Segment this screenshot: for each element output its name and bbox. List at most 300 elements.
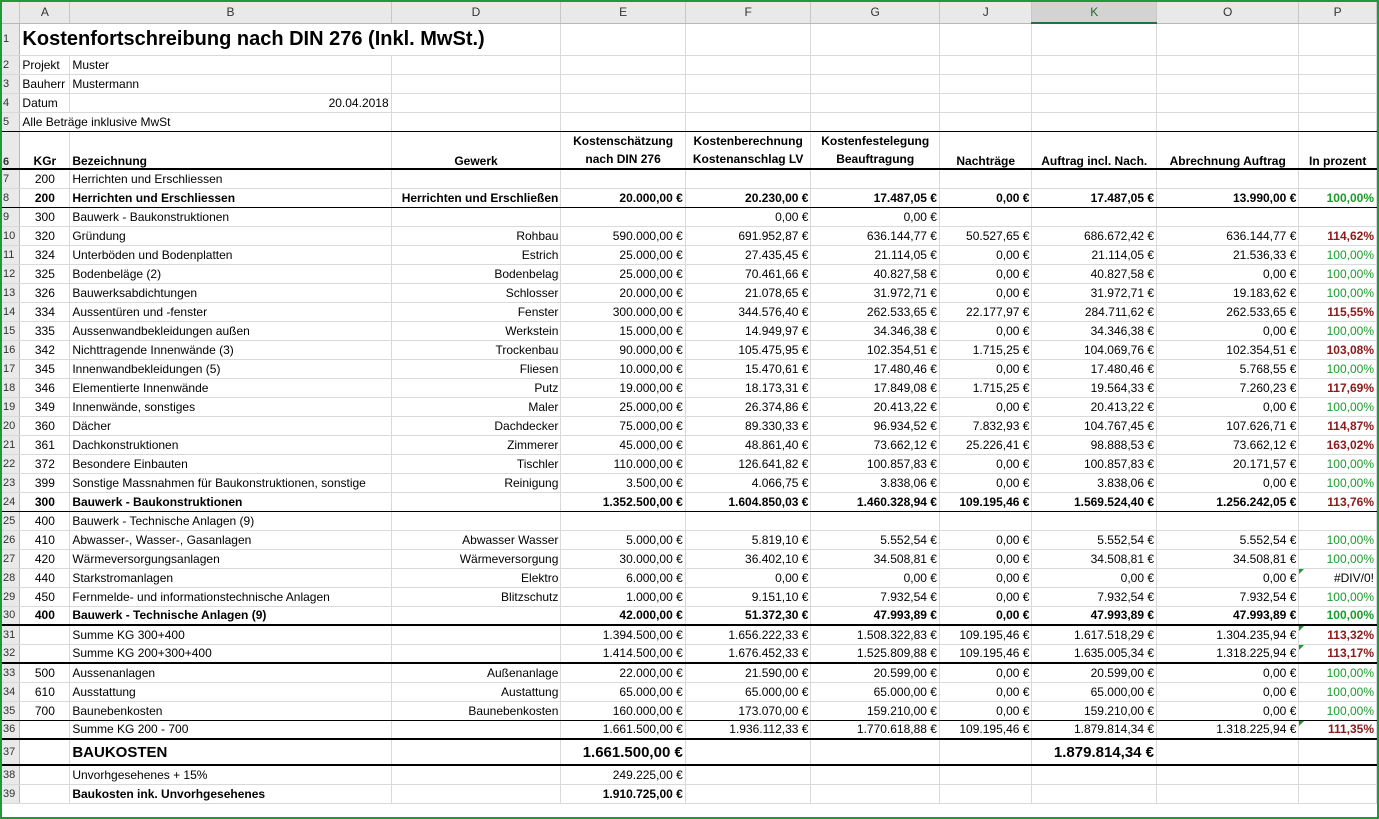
bauherr-value[interactable]: Mustermann [70,74,391,93]
nachtraege-cell[interactable]: 1.715,25 € [939,340,1031,359]
nachtraege-cell[interactable]: 0,00 € [939,188,1031,207]
gewerk-cell[interactable]: Zimmerer [391,435,561,454]
kostenfestlegung-cell[interactable]: 34.508,81 € [811,549,940,568]
nachtraege-cell[interactable]: 0,00 € [939,568,1031,587]
kostenschaetzung-cell[interactable]: 6.000,00 € [561,568,685,587]
prozent-cell[interactable]: 100,00% [1299,701,1377,720]
kostenfestlegung-cell[interactable]: 1.525.809,88 € [811,644,940,663]
gewerk-cell[interactable]: Bodenbelag [391,264,561,283]
bezeichnung-cell[interactable]: Bauwerk - Technische Anlagen (9) [70,511,391,530]
gewerk-cell[interactable]: Außenanlage [391,663,561,682]
bezeichnung-cell[interactable]: Fernmelde- und informationstechnische Anlagen [70,587,391,606]
kostenberechnung-cell[interactable]: 9.151,10 € [685,587,811,606]
row-header[interactable]: 2 [2,55,20,74]
prozent-cell[interactable]: 100,00% [1299,321,1377,340]
kostenschaetzung-cell[interactable] [561,207,685,226]
kostenberechnung-cell[interactable]: 70.461,66 € [685,264,811,283]
gewerk-cell[interactable]: Werkstein [391,321,561,340]
kostenschaetzung-cell[interactable]: 42.000,00 € [561,606,685,625]
kostenschaetzung-cell[interactable]: 20.000,00 € [561,283,685,302]
kostenberechnung-cell[interactable]: 21.590,00 € [685,663,811,682]
kostenschaetzung-cell[interactable]: 45.000,00 € [561,435,685,454]
kostenberechnung-cell[interactable] [685,169,811,188]
nachtraege-cell[interactable]: 0,00 € [939,397,1031,416]
abrechnung-cell[interactable]: 0,00 € [1157,264,1299,283]
kgr-cell[interactable]: 300 [20,207,70,226]
kostenberechnung-cell[interactable]: 344.576,40 € [685,302,811,321]
auftrag-cell[interactable]: 34.346,38 € [1032,321,1157,340]
abrechnung-cell[interactable]: 34.508,81 € [1157,549,1299,568]
kostenfestlegung-cell[interactable]: 1.460.328,94 € [811,492,940,511]
nachtraege-cell[interactable]: 109.195,46 € [939,492,1031,511]
kostenschaetzung-cell[interactable]: 160.000,00 € [561,701,685,720]
kostenfestlegung-cell[interactable]: 31.972,71 € [811,283,940,302]
gewerk-cell[interactable] [391,625,561,644]
kostenschaetzung-cell[interactable]: 20.000,00 € [561,188,685,207]
bezeichnung-cell[interactable]: Bauwerksabdichtungen [70,283,391,302]
kostenschaetzung-cell[interactable]: 25.000,00 € [561,397,685,416]
kgr-cell[interactable]: 450 [20,587,70,606]
gewerk-cell[interactable] [391,644,561,663]
kostenschaetzung-cell[interactable]: 22.000,00 € [561,663,685,682]
kgr-cell[interactable]: 342 [20,340,70,359]
column-header-b[interactable]: B [70,2,391,23]
bezeichnung-cell[interactable]: Herrichten und Erschliessen [70,169,391,188]
auftrag-cell[interactable] [1032,207,1157,226]
kgr-cell[interactable]: 200 [20,169,70,188]
bezeichnung-cell[interactable]: Aussentüren und -fenster [70,302,391,321]
kostenberechnung-cell[interactable] [685,511,811,530]
prozent-cell[interactable]: 114,87% [1299,416,1377,435]
kostenschaetzung-cell[interactable]: 90.000,00 € [561,340,685,359]
auftrag-cell[interactable] [1032,169,1157,188]
gewerk-cell[interactable]: Trockenbau [391,340,561,359]
abrechnung-cell[interactable]: 0,00 € [1157,701,1299,720]
prozent-cell[interactable]: 100,00% [1299,473,1377,492]
auftrag-cell[interactable]: 5.552,54 € [1032,530,1157,549]
kostenfestlegung-cell[interactable]: 100.857,83 € [811,454,940,473]
kgr-cell[interactable]: 360 [20,416,70,435]
auftrag-cell[interactable]: 31.972,71 € [1032,283,1157,302]
auftrag-cell[interactable]: 34.508,81 € [1032,549,1157,568]
row-header[interactable]: 4 [2,93,20,112]
auftrag-cell[interactable]: 3.838,06 € [1032,473,1157,492]
kostenfestlegung-cell[interactable]: 7.932,54 € [811,587,940,606]
abrechnung-cell[interactable]: 0,00 € [1157,321,1299,340]
gewerk-cell[interactable] [391,511,561,530]
row-header[interactable]: 15 [2,321,20,340]
bezeichnung-cell[interactable]: Abwasser-, Wasser-, Gasanlagen [70,530,391,549]
abrechnung-cell[interactable]: 636.144,77 € [1157,226,1299,245]
kgr-cell[interactable]: 399 [20,473,70,492]
row-header[interactable]: 21 [2,435,20,454]
row-header[interactable]: 32 [2,644,20,663]
kgr-cell[interactable]: 324 [20,245,70,264]
gewerk-cell[interactable]: Tischler [391,454,561,473]
row-header[interactable]: 11 [2,245,20,264]
auftrag-cell[interactable]: 159.210,00 € [1032,701,1157,720]
kostenberechnung-cell[interactable]: 1.656.222,33 € [685,625,811,644]
bezeichnung-cell[interactable]: Ausstattung [70,682,391,701]
kostenschaetzung-cell[interactable]: 65.000,00 € [561,682,685,701]
gewerk-cell[interactable]: Maler [391,397,561,416]
abrechnung-cell[interactable]: 73.662,12 € [1157,435,1299,454]
auftrag-cell[interactable]: 1.569.524,40 € [1032,492,1157,511]
column-header-j[interactable]: J [939,2,1031,23]
kostenschaetzung-cell[interactable]: 25.000,00 € [561,264,685,283]
unvorhergesehen-value[interactable]: 249.225,00 € [561,765,685,784]
nachtraege-cell[interactable]: 109.195,46 € [939,720,1031,739]
header-abrechnung[interactable]: Abrechnung Auftrag [1157,131,1299,169]
header-bezeichnung[interactable]: Bezeichnung [70,131,391,169]
kgr-cell[interactable]: 372 [20,454,70,473]
bezeichnung-cell[interactable]: Besondere Einbauten [70,454,391,473]
kostenfestlegung-cell[interactable]: 0,00 € [811,207,940,226]
kostenberechnung-cell[interactable]: 18.173,31 € [685,378,811,397]
abrechnung-cell[interactable]: 7.932,54 € [1157,587,1299,606]
prozent-cell[interactable]: 100,00% [1299,549,1377,568]
kostenschaetzung-cell[interactable]: 1.352.500,00 € [561,492,685,511]
kostenschaetzung-cell[interactable]: 10.000,00 € [561,359,685,378]
row-header[interactable]: 10 [2,226,20,245]
kostenschaetzung-cell[interactable]: 1.000,00 € [561,587,685,606]
kostenschaetzung-cell[interactable]: 1.661.500,00 € [561,720,685,739]
kgr-cell[interactable]: 326 [20,283,70,302]
row-header[interactable]: 12 [2,264,20,283]
auftrag-cell[interactable]: 104.069,76 € [1032,340,1157,359]
header-nachtraege[interactable]: Nachträge [939,131,1031,169]
header-kostenfestlegung[interactable]: Kostenfestelegung Beauftragung [811,131,940,169]
auftrag-cell[interactable]: 1.617.518,29 € [1032,625,1157,644]
bezeichnung-cell[interactable]: Aussenanlagen [70,663,391,682]
row-header[interactable]: 6 [2,131,20,169]
prozent-cell[interactable]: 100,00% [1299,188,1377,207]
kostenschaetzung-cell[interactable]: 1.414.500,00 € [561,644,685,663]
auftrag-cell[interactable]: 19.564,33 € [1032,378,1157,397]
kostenschaetzung-cell[interactable]: 110.000,00 € [561,454,685,473]
row-header[interactable]: 9 [2,207,20,226]
gewerk-cell[interactable]: Blitzschutz [391,587,561,606]
bezeichnung-cell[interactable]: Elementierte Innenwände [70,378,391,397]
auftrag-cell[interactable]: 47.993,89 € [1032,606,1157,625]
row-header[interactable]: 7 [2,169,20,188]
projekt-value[interactable]: Muster [70,55,391,74]
abrechnung-cell[interactable]: 107.626,71 € [1157,416,1299,435]
baukosten-inkl-label[interactable]: Baukosten ink. Unvorhgesehenes [70,784,391,803]
baukosten-label[interactable]: BAUKOSTEN [70,739,391,765]
row-header[interactable]: 27 [2,549,20,568]
abrechnung-cell[interactable]: 5.552,54 € [1157,530,1299,549]
gewerk-cell[interactable]: Dachdecker [391,416,561,435]
kostenberechnung-cell[interactable]: 36.402,10 € [685,549,811,568]
abrechnung-cell[interactable] [1157,511,1299,530]
column-header-g[interactable]: G [811,2,940,23]
datum-value[interactable]: 20.04.2018 [70,93,391,112]
column-header-o[interactable]: O [1157,2,1299,23]
kostenfestlegung-cell[interactable]: 34.346,38 € [811,321,940,340]
kostenberechnung-cell[interactable]: 27.435,45 € [685,245,811,264]
auftrag-cell[interactable]: 1.635.005,34 € [1032,644,1157,663]
column-header-a[interactable]: A [20,2,70,23]
prozent-cell[interactable]: 100,00% [1299,245,1377,264]
nachtraege-cell[interactable]: 0,00 € [939,245,1031,264]
nachtraege-cell[interactable]: 0,00 € [939,606,1031,625]
gewerk-cell[interactable] [391,492,561,511]
row-header[interactable]: 31 [2,625,20,644]
gewerk-cell[interactable]: Wärmeversorgung [391,549,561,568]
prozent-cell[interactable]: 114,62% [1299,226,1377,245]
kgr-cell[interactable]: 334 [20,302,70,321]
baukosten-schaetzung[interactable]: 1.661.500,00 € [561,739,685,765]
nachtraege-cell[interactable]: 0,00 € [939,264,1031,283]
nachtraege-cell[interactable]: 0,00 € [939,701,1031,720]
kostenberechnung-cell[interactable]: 1.676.452,33 € [685,644,811,663]
auftrag-cell[interactable]: 100.857,83 € [1032,454,1157,473]
abrechnung-cell[interactable]: 47.993,89 € [1157,606,1299,625]
abrechnung-cell[interactable] [1157,169,1299,188]
kostenberechnung-cell[interactable]: 26.374,86 € [685,397,811,416]
kostenschaetzung-cell[interactable]: 19.000,00 € [561,378,685,397]
kostenberechnung-cell[interactable]: 173.070,00 € [685,701,811,720]
bezeichnung-cell[interactable]: Nichttragende Innenwände (3) [70,340,391,359]
nachtraege-cell[interactable]: 109.195,46 € [939,625,1031,644]
auftrag-cell[interactable]: 1.879.814,34 € [1032,720,1157,739]
kgr-cell[interactable] [20,644,70,663]
column-header-k[interactable]: K [1032,2,1157,23]
kostenschaetzung-cell[interactable]: 3.500,00 € [561,473,685,492]
kostenberechnung-cell[interactable]: 0,00 € [685,207,811,226]
kostenfestlegung-cell[interactable]: 20.599,00 € [811,663,940,682]
row-header[interactable]: 23 [2,473,20,492]
kostenfestlegung-cell[interactable]: 47.993,89 € [811,606,940,625]
column-header-e[interactable]: E [561,2,685,23]
bezeichnung-cell[interactable]: Aussenwandbekleidungen außen [70,321,391,340]
nachtraege-cell[interactable] [939,511,1031,530]
row-header[interactable]: 24 [2,492,20,511]
bezeichnung-cell[interactable]: Sonstige Massnahmen für Baukonstruktionen, sonstige [70,473,391,492]
header-kostenschaetzung[interactable]: Kostenschätzung nach DIN 276 [561,131,685,169]
kostenschaetzung-cell[interactable]: 5.000,00 € [561,530,685,549]
prozent-cell[interactable]: 113,17% [1299,644,1377,663]
prozent-cell[interactable]: 100,00% [1299,264,1377,283]
baukosten-auftrag[interactable]: 1.879.814,34 € [1032,739,1157,765]
nachtraege-cell[interactable]: 0,00 € [939,587,1031,606]
header-gewerk[interactable]: Gewerk [391,131,561,169]
nachtraege-cell[interactable]: 0,00 € [939,682,1031,701]
prozent-cell[interactable]: 113,76% [1299,492,1377,511]
gewerk-cell[interactable] [391,720,561,739]
bezeichnung-cell[interactable]: Baunebenkosten [70,701,391,720]
gewerk-cell[interactable]: Rohbau [391,226,561,245]
abrechnung-cell[interactable]: 21.536,33 € [1157,245,1299,264]
bezeichnung-cell[interactable]: Wärmeversorgungsanlagen [70,549,391,568]
kostenfestlegung-cell[interactable] [811,511,940,530]
kostenschaetzung-cell[interactable]: 1.394.500,00 € [561,625,685,644]
abrechnung-cell[interactable]: 0,00 € [1157,397,1299,416]
kostenfestlegung-cell[interactable]: 5.552,54 € [811,530,940,549]
nachtraege-cell[interactable]: 1.715,25 € [939,378,1031,397]
kgr-cell[interactable]: 300 [20,492,70,511]
amounts-note[interactable]: Alle Beträge inklusive MwSt [20,112,391,131]
row-header[interactable]: 26 [2,530,20,549]
kostenfestlegung-cell[interactable]: 17.487,05 € [811,188,940,207]
auftrag-cell[interactable]: 20.413,22 € [1032,397,1157,416]
kostenfestlegung-cell[interactable]: 21.114,05 € [811,245,940,264]
kostenfestlegung-cell[interactable]: 65.000,00 € [811,682,940,701]
kostenberechnung-cell[interactable]: 126.641,82 € [685,454,811,473]
gewerk-cell[interactable] [391,606,561,625]
gewerk-cell[interactable] [391,207,561,226]
gewerk-cell[interactable]: Reinigung [391,473,561,492]
abrechnung-cell[interactable]: 102.354,51 € [1157,340,1299,359]
kostenfestlegung-cell[interactable]: 102.354,51 € [811,340,940,359]
row-header[interactable]: 8 [2,188,20,207]
gewerk-cell[interactable]: Fliesen [391,359,561,378]
kostenschaetzung-cell[interactable]: 590.000,00 € [561,226,685,245]
kgr-cell[interactable]: 420 [20,549,70,568]
row-header[interactable]: 25 [2,511,20,530]
auftrag-cell[interactable]: 686.672,42 € [1032,226,1157,245]
row-header[interactable]: 1 [2,23,20,55]
kostenfestlegung-cell[interactable]: 159.210,00 € [811,701,940,720]
prozent-cell[interactable]: 100,00% [1299,530,1377,549]
baukosten-inkl-value[interactable]: 1.910.725,00 € [561,784,685,803]
bezeichnung-cell[interactable]: Herrichten und Erschliessen [70,188,391,207]
bezeichnung-cell[interactable]: Bauwerk - Technische Anlagen (9) [70,606,391,625]
kostenfestlegung-cell[interactable]: 96.934,52 € [811,416,940,435]
kostenberechnung-cell[interactable]: 51.372,30 € [685,606,811,625]
gewerk-cell[interactable]: Fenster [391,302,561,321]
bezeichnung-cell[interactable]: Summe KG 200+300+400 [70,644,391,663]
bezeichnung-cell[interactable]: Bodenbeläge (2) [70,264,391,283]
kostenschaetzung-cell[interactable]: 30.000,00 € [561,549,685,568]
row-header[interactable]: 3 [2,74,20,93]
kgr-cell[interactable] [20,625,70,644]
kgr-cell[interactable]: 610 [20,682,70,701]
nachtraege-cell[interactable] [939,169,1031,188]
abrechnung-cell[interactable]: 0,00 € [1157,663,1299,682]
row-header[interactable]: 14 [2,302,20,321]
kostenberechnung-cell[interactable]: 89.330,33 € [685,416,811,435]
kostenfestlegung-cell[interactable]: 17.480,46 € [811,359,940,378]
auftrag-cell[interactable]: 65.000,00 € [1032,682,1157,701]
row-header[interactable]: 39 [2,784,20,803]
prozent-cell[interactable]: 100,00% [1299,663,1377,682]
abrechnung-cell[interactable]: 19.183,62 € [1157,283,1299,302]
bezeichnung-cell[interactable]: Bauwerk - Baukonstruktionen [70,492,391,511]
abrechnung-cell[interactable]: 262.533,65 € [1157,302,1299,321]
prozent-cell[interactable] [1299,207,1377,226]
projekt-label[interactable]: Projekt [20,55,70,74]
kostenfestlegung-cell[interactable]: 262.533,65 € [811,302,940,321]
row-header[interactable]: 20 [2,416,20,435]
select-all-corner[interactable] [2,2,20,23]
kgr-cell[interactable]: 325 [20,264,70,283]
nachtraege-cell[interactable]: 0,00 € [939,549,1031,568]
gewerk-cell[interactable]: Abwasser Wasser [391,530,561,549]
prozent-cell[interactable]: 100,00% [1299,397,1377,416]
kostenberechnung-cell[interactable]: 4.066,75 € [685,473,811,492]
prozent-cell[interactable]: 163,02% [1299,435,1377,454]
nachtraege-cell[interactable]: 0,00 € [939,283,1031,302]
kgr-cell[interactable]: 410 [20,530,70,549]
kostenfestlegung-cell[interactable] [811,169,940,188]
prozent-cell[interactable]: 103,08% [1299,340,1377,359]
bezeichnung-cell[interactable]: Starkstromanlagen [70,568,391,587]
header-prozent[interactable]: In prozent [1299,131,1377,169]
kostenberechnung-cell[interactable]: 1.936.112,33 € [685,720,811,739]
row-header[interactable]: 19 [2,397,20,416]
nachtraege-cell[interactable]: 22.177,97 € [939,302,1031,321]
kgr-cell[interactable]: 440 [20,568,70,587]
kgr-cell[interactable]: 400 [20,606,70,625]
abrechnung-cell[interactable]: 13.990,00 € [1157,188,1299,207]
row-header[interactable]: 17 [2,359,20,378]
header-auftrag[interactable]: Auftrag incl. Nach. [1032,131,1157,169]
kgr-cell[interactable]: 500 [20,663,70,682]
prozent-cell[interactable]: 100,00% [1299,283,1377,302]
auftrag-cell[interactable]: 20.599,00 € [1032,663,1157,682]
auftrag-cell[interactable]: 0,00 € [1032,568,1157,587]
gewerk-cell[interactable]: Baunebenkosten [391,701,561,720]
kostenschaetzung-cell[interactable] [561,169,685,188]
gewerk-cell[interactable]: Putz [391,378,561,397]
kostenfestlegung-cell[interactable]: 0,00 € [811,568,940,587]
row-header[interactable]: 37 [2,739,20,765]
prozent-cell[interactable]: 117,69% [1299,378,1377,397]
kostenschaetzung-cell[interactable]: 75.000,00 € [561,416,685,435]
kgr-cell[interactable]: 346 [20,378,70,397]
bezeichnung-cell[interactable]: Unterböden und Bodenplatten [70,245,391,264]
kgr-cell[interactable]: 335 [20,321,70,340]
kgr-cell[interactable]: 700 [20,701,70,720]
kostenfestlegung-cell[interactable]: 20.413,22 € [811,397,940,416]
bezeichnung-cell[interactable]: Summe KG 300+400 [70,625,391,644]
kostenfestlegung-cell[interactable]: 3.838,06 € [811,473,940,492]
row-header[interactable]: 35 [2,701,20,720]
auftrag-cell[interactable] [1032,511,1157,530]
prozent-cell[interactable]: 113,32% [1299,625,1377,644]
abrechnung-cell[interactable]: 1.318.225,94 € [1157,644,1299,663]
sheet-title[interactable]: Kostenfortschreibung nach DIN 276 (Inkl. MwSt.) [20,23,561,55]
auftrag-cell[interactable]: 21.114,05 € [1032,245,1157,264]
auftrag-cell[interactable]: 7.932,54 € [1032,587,1157,606]
abrechnung-cell[interactable]: 0,00 € [1157,682,1299,701]
bezeichnung-cell[interactable]: Bauwerk - Baukonstruktionen [70,207,391,226]
auftrag-cell[interactable]: 17.487,05 € [1032,188,1157,207]
kostenfestlegung-cell[interactable]: 17.849,08 € [811,378,940,397]
prozent-cell[interactable]: 111,35% [1299,720,1377,739]
kostenschaetzung-cell[interactable]: 15.000,00 € [561,321,685,340]
nachtraege-cell[interactable]: 0,00 € [939,321,1031,340]
bezeichnung-cell[interactable]: Dächer [70,416,391,435]
kostenberechnung-cell[interactable]: 21.078,65 € [685,283,811,302]
gewerk-cell[interactable]: Estrich [391,245,561,264]
kostenberechnung-cell[interactable]: 65.000,00 € [685,682,811,701]
gewerk-cell[interactable]: Elektro [391,568,561,587]
auftrag-cell[interactable]: 98.888,53 € [1032,435,1157,454]
kostenfestlegung-cell[interactable]: 636.144,77 € [811,226,940,245]
header-kgr[interactable]: KGr [20,131,70,169]
row-header[interactable]: 16 [2,340,20,359]
row-header[interactable]: 38 [2,765,20,784]
bezeichnung-cell[interactable]: Dachkonstruktionen [70,435,391,454]
prozent-cell[interactable]: 100,00% [1299,454,1377,473]
prozent-cell[interactable] [1299,169,1377,188]
abrechnung-cell[interactable]: 0,00 € [1157,473,1299,492]
auftrag-cell[interactable]: 104.767,45 € [1032,416,1157,435]
kostenschaetzung-cell[interactable]: 300.000,00 € [561,302,685,321]
